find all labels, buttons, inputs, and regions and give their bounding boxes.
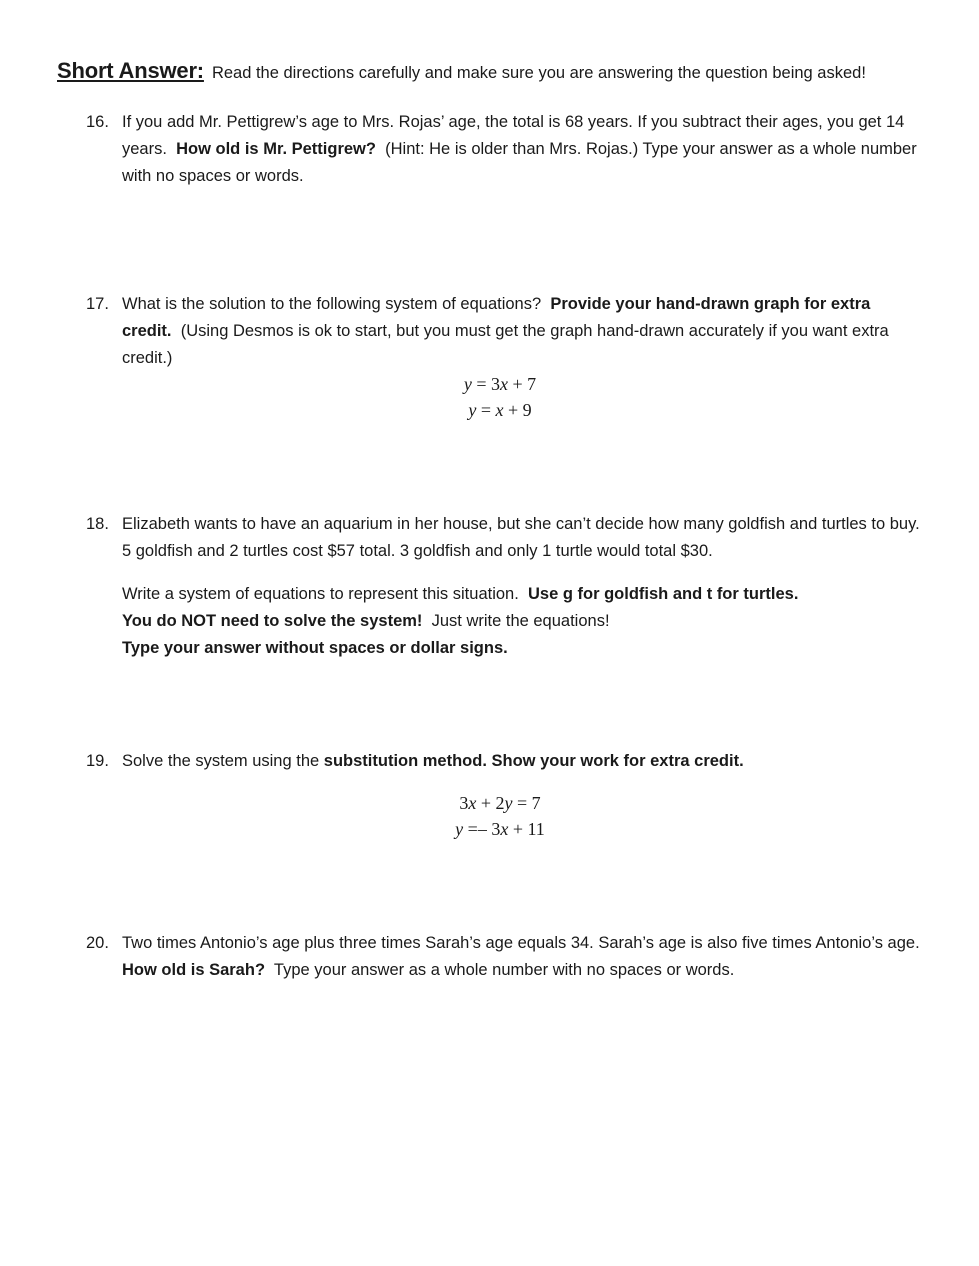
question-18 — [86, 511, 926, 662]
question-text: Just write the equations! — [431, 612, 610, 630]
equation-system-19 — [0, 790, 979, 842]
equation-line: y =– 3x + 11 — [455, 819, 545, 839]
question-text: Two times Antonio’s age plus three times Sarah’s age equals 34. Sarah’s age is also five times Antonio’s age. — [122, 934, 920, 952]
question-emphasis: Provide your hand-drawn graph for extra credit. — [122, 295, 871, 340]
equation-line: y = 3x + 7 — [463, 374, 537, 394]
question-number: 20. — [86, 934, 109, 952]
question-emphasis: substitution method. Show your work for extra credit. — [323, 752, 744, 770]
question-text: Solve the system using the — [122, 752, 320, 770]
question-number: 19. — [86, 752, 109, 770]
question-emphasis: Type your answer without spaces or dollar signs. — [122, 639, 508, 657]
question-emphasis: You do NOT need to solve the system! — [122, 612, 423, 630]
question-emphasis: How old is Mr. Pettigrew? — [176, 140, 376, 158]
question-emphasis: Use g for goldfish and t for turtles. — [527, 585, 799, 603]
question-19 — [86, 748, 926, 775]
section-title: Short Answer: — [57, 58, 204, 83]
question-16 — [86, 109, 926, 190]
question-20 — [86, 930, 926, 984]
equation-system-17 — [0, 371, 979, 423]
question-text: What is the solution to the following system of equations? — [122, 295, 542, 313]
equation-line: 3x + 2y = 7 — [459, 793, 541, 813]
question-text: (Using Desmos is ok to start, but you must get the graph hand-drawn accurately if you want extra credit.) — [122, 322, 889, 367]
question-emphasis: How old is Sarah? — [122, 961, 266, 979]
question-text: (Hint: He is older than Mrs. Rojas.) Type your answer as a whole number with no spaces or words. — [122, 140, 917, 185]
question-number: 17. — [86, 295, 109, 313]
question-17 — [86, 291, 926, 372]
question-text: If you add Mr. Pettigrew’s age to Mrs. Rojas’ age, the total is 68 years. If you subtract their ages, you get 14 years. — [122, 113, 905, 158]
section-header — [57, 58, 866, 84]
question-text: Type your answer as a whole number with no spaces or words. — [273, 961, 735, 979]
question-text: Write a system of equations to represent this situation. — [122, 585, 519, 603]
question-number: 16. — [86, 113, 109, 131]
question-number: 18. — [86, 515, 109, 533]
equation-line: y = x + 9 — [468, 400, 532, 420]
section-directions: Read the directions carefully and make sure you are answering the question being asked! — [211, 64, 866, 82]
question-text: Elizabeth wants to have an aquarium in her house, but she can’t decide how many goldfish and turtles to buy. 5 goldfish and 2 turtles cost $57 total. 3 goldfish and only 1 turtle would total $30. — [122, 515, 920, 560]
